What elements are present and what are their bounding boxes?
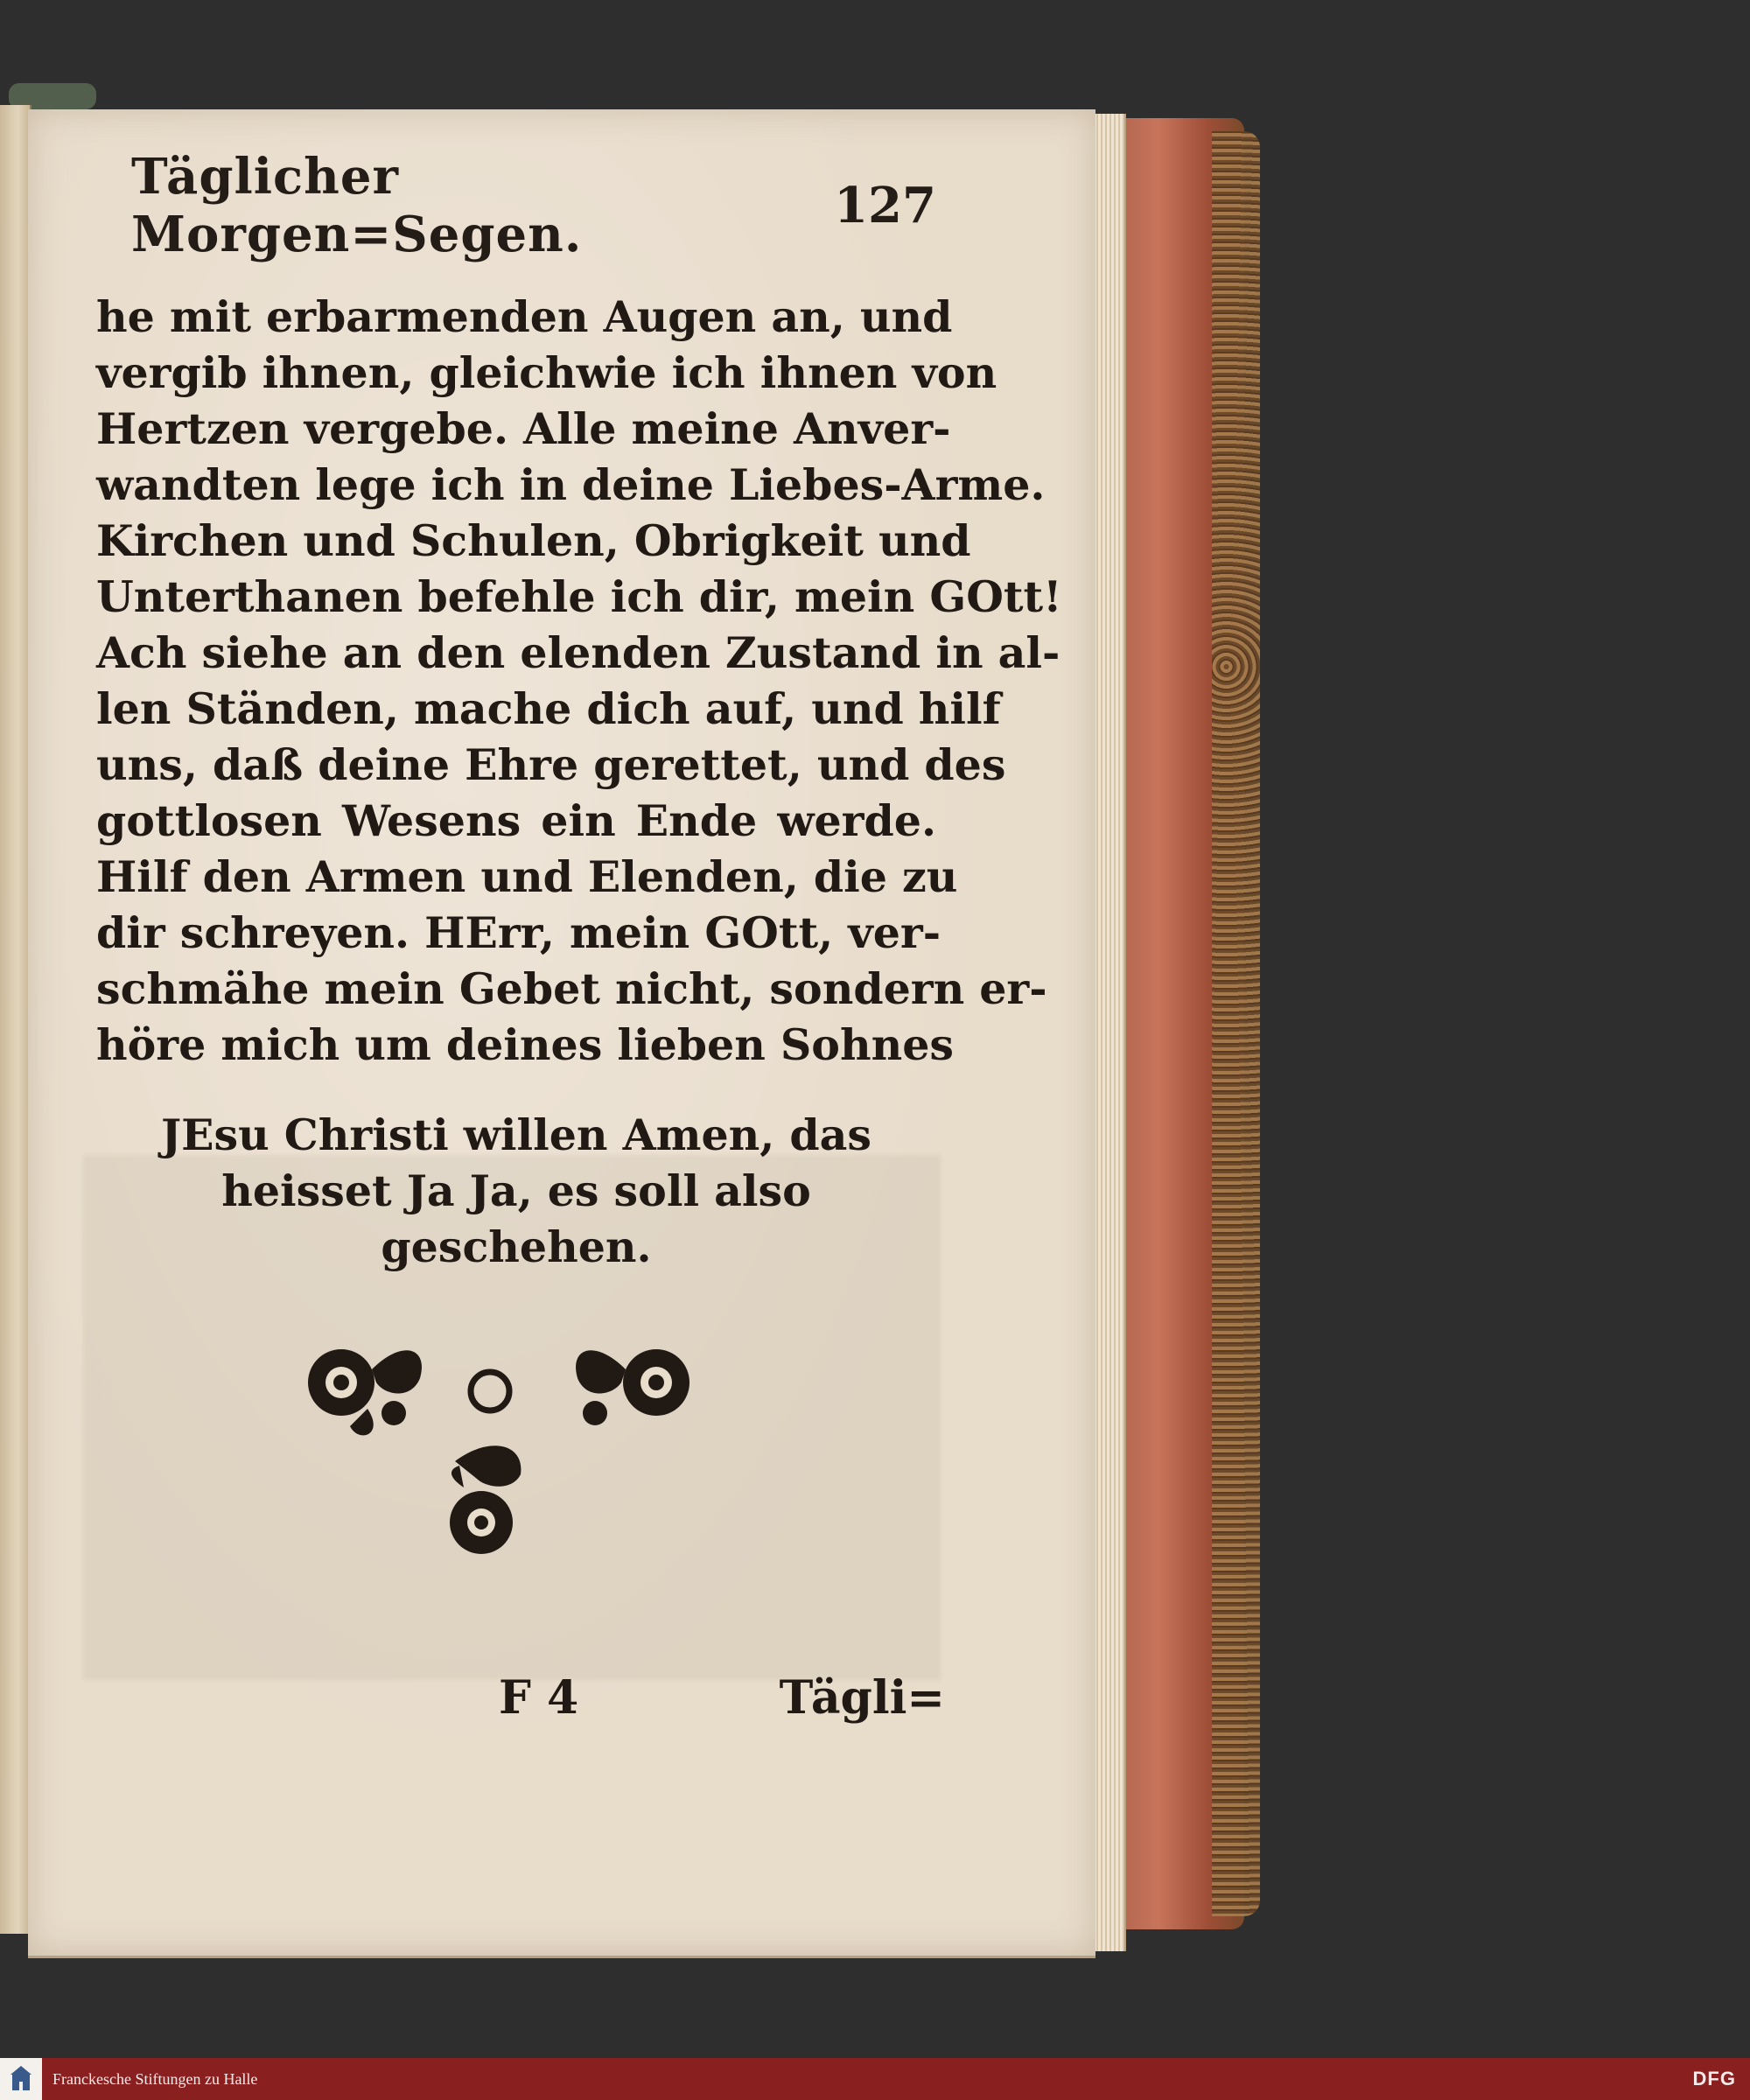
text-line: len Ständen, mache dich auf, und hilf: [96, 683, 1001, 734]
closing-line: JEsu Christi willen Amen, das: [160, 1110, 872, 1160]
text-line: schmähe mein Gebet nicht, sondern er-: [96, 963, 1047, 1014]
text-line: uns, daß deine Ehre gerettet, und des: [96, 739, 1006, 790]
institution-name[interactable]: Franckesche Stiftungen zu Halle: [52, 2069, 258, 2088]
text-line: wandten lege ich in deine Liebes-Arme.: [96, 459, 1046, 510]
book-binding: [1212, 131, 1260, 1916]
closing-line: geschehen.: [381, 1222, 652, 1272]
left-page-edge: [0, 105, 32, 1934]
body-text: [96, 289, 1062, 1073]
institution-logo-icon[interactable]: [0, 2058, 42, 2100]
page-number: 127: [834, 177, 936, 234]
text-line: he mit erbarmenden Augen an, und: [96, 291, 953, 342]
catchword: Tägli=: [779, 1670, 945, 1725]
institution-bar: [0, 2058, 1750, 2100]
page-edges: [1094, 114, 1126, 1951]
floral-ornament-icon: [289, 1330, 744, 1575]
closing-line: heisset Ja Ja, es soll also: [221, 1166, 811, 1216]
signature-mark: F 4: [499, 1670, 579, 1725]
building-icon: [9, 2064, 33, 2094]
page-footer: [499, 1662, 945, 1732]
text-line: Ach siehe an den elenden Zustand in al-: [96, 627, 1060, 678]
text-line: Hertzen vergebe. Alle meine Anver-: [96, 403, 951, 454]
text-line: Hilf den Armen und Elenden, die zu: [96, 851, 958, 902]
text-line: höre mich um deines lieben Sohnes: [96, 1019, 954, 1070]
text-line: dir schreyen. HErr, mein GOtt, ver-: [96, 907, 942, 958]
running-title: Täglicher Morgen=Segen.: [131, 148, 583, 263]
text-line: gottlosen Wesens ein Ende werde.: [96, 795, 936, 846]
text-line: Unterthanen befehle ich dir, mein GOtt!: [96, 571, 1062, 622]
text-line: vergib ihnen, gleichwie ich ihnen von: [96, 347, 998, 398]
closing-text: [96, 1107, 936, 1275]
dfg-logo[interactable]: DFG: [1692, 2068, 1736, 2090]
running-header: [131, 148, 936, 263]
text-line: Kirchen und Schulen, Obrigkeit und: [96, 515, 971, 566]
